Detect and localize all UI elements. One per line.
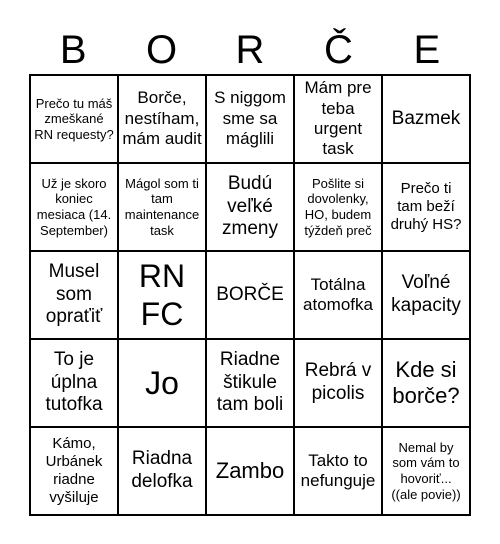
bingo-cell[interactable]: Mám pre teba urgent task [294,75,382,163]
bingo-cell[interactable]: Riadna delofka [118,427,206,515]
bingo-card [29,74,471,516]
bingo-cell[interactable]: Rebrá v picolis [294,339,382,427]
header-letter-r: R [235,28,265,72]
bingo-cell[interactable]: Prečo tu máš zmeškané RN requesty? [30,75,118,163]
bingo-cell[interactable]: Prečo ti tam beží druhý HS? [382,163,470,251]
header-letter-e: E [413,28,441,72]
bingo-cell[interactable]: Nemal by som vám to hovoriť... ((ale povie)) [382,427,470,515]
bingo-cell[interactable]: Pošlite si dovolenky, HO, budem týždeň preč [294,163,382,251]
bingo-cell[interactable]: RN FC [118,251,206,339]
header-letter-o: O [146,28,178,72]
header-letter-b: B [59,28,87,72]
bingo-cell[interactable]: Zambo [206,427,294,515]
header-letter-c-caron: Č [323,28,353,72]
bingo-cell[interactable]: Kámo, Urbánek riadne vyšiluje [30,427,118,515]
bingo-cell[interactable]: Jo [118,339,206,427]
bingo-cell[interactable]: S niggom sme sa máglili [206,75,294,163]
bingo-cell[interactable]: Borče, nestíham, mám audit [118,75,206,163]
bingo-cell[interactable]: BORČE [206,251,294,339]
bingo-cell[interactable]: To je úplna tutofka [30,339,118,427]
bingo-cell[interactable]: Budú veľké zmeny [206,163,294,251]
bingo-header [29,26,471,74]
bingo-cell[interactable]: Voľné kapacity [382,251,470,339]
bingo-cell[interactable]: Musel som opraťiť [30,251,118,339]
bingo-cell[interactable]: Totálna atomofka [294,251,382,339]
bingo-cell[interactable]: Už je skoro koniec mesiaca (14. September) [30,163,118,251]
bingo-cell[interactable]: Takto to nefunguje [294,427,382,515]
bingo-cell[interactable]: Riadne štikule tam boli [206,339,294,427]
bingo-cell[interactable]: Kde si borče? [382,339,470,427]
bingo-cell[interactable]: Mágol som ti tam maintenance task [118,163,206,251]
bingo-cell[interactable]: Bazmek [382,75,470,163]
